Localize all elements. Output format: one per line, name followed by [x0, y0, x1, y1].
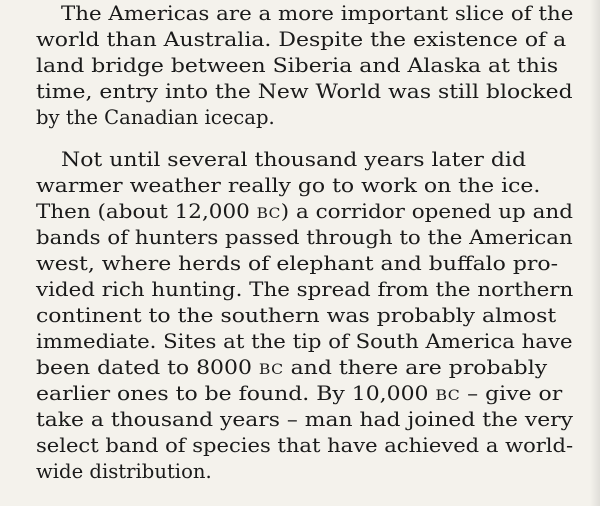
- paragraph-2-line-13: wide distribution.: [36, 460, 212, 483]
- paragraph-2-line-3: Then (about 12,000 bc) a corridor opened up and: [36, 200, 573, 223]
- paragraph-2-line-1: Not until several thousand years later did: [61, 148, 526, 171]
- paragraph-1-line-2: world than Australia. Despite the existence of a: [36, 28, 567, 51]
- paragraph-2-line-6: vided rich hunting. The spread from the northern: [36, 278, 574, 301]
- paragraph-1-line-3: land bridge between Siberia and Alaska at this: [36, 54, 559, 77]
- paragraph-1-line-4: time, entry into the New World was still blocked: [36, 80, 573, 103]
- paragraph-2-line-5: west, where herds of elephant and buffalo pro-: [36, 252, 559, 275]
- paragraph-2-line-4: bands of hunters passed through to the American: [36, 226, 573, 249]
- paragraph-2-line-10: earlier ones to be found. By 10,000 bc – give or: [36, 382, 563, 405]
- paragraph-2-line-9: been dated to 8000 bc and there are probably: [36, 356, 548, 379]
- paragraph-2-line-2: warmer weather really go to work on the ice.: [36, 174, 541, 197]
- page-edge-shadow: [590, 0, 600, 506]
- paragraph-2-line-7: continent to the southern was probably almost: [36, 304, 557, 327]
- paragraph-1-line-1: The Americas are a more important slice of the: [61, 2, 574, 25]
- paragraph-2-line-8: immediate. Sites at the tip of South America have: [36, 330, 573, 353]
- paragraph-2-line-11: take a thousand years – man had joined the very: [36, 408, 573, 431]
- paragraph-1-line-5: by the Canadian icecap.: [36, 106, 275, 129]
- paragraph-2-line-12: select band of species that have achieved a world-: [36, 434, 574, 457]
